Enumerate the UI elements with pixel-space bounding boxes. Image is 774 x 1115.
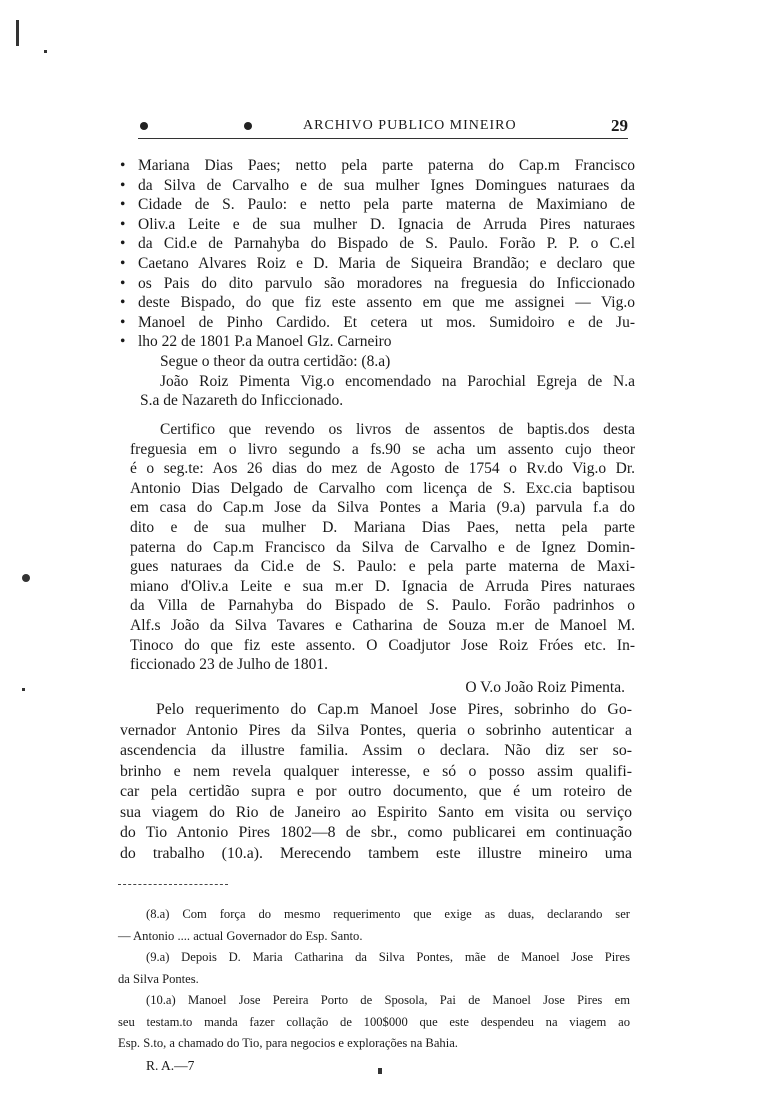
text-line: • Mariana Dias Paes; netto pela parte paterna do Cap.m Francisco	[120, 157, 635, 174]
paragraph-baptism-record-1	[120, 156, 635, 352]
footnote-line: (8.a) Com força do mesmo requerimento que exige as duas, declarando ser	[146, 907, 630, 921]
page-bottom-mark	[378, 1068, 382, 1074]
text-line: • Caetano Alvares Roiz e D. Maria de Siqueira Brandão; e declaro que	[120, 254, 635, 272]
margin-mark	[16, 20, 19, 46]
page-header	[138, 116, 628, 139]
paragraph-commentary	[120, 700, 632, 864]
text-line: do Tio Antonio Pires 1802—8 de sbr., como publicarei em continuação	[120, 824, 632, 841]
text-line: Certifico que revendo os livros de assentos de baptis.dos desta	[160, 421, 635, 438]
text-line: • Oliv.a Leite e de sua mulher D. Ignacia de Arruda Pires naturaes	[120, 215, 635, 233]
text-line: sua viagem do Rio de Janeiro ao Espirito Santo em visita ou serviço	[120, 803, 632, 821]
text-line: • Cidade de S. Paulo: e netto pela parte materna de Maximiano de	[120, 196, 635, 214]
running-title: ARCHIVO PUBLICO MINEIRO	[303, 118, 517, 133]
text-line: • da Silva de Carvalho e de sua mulher Ignes Domingues naturaes da	[120, 176, 635, 194]
margin-mark	[44, 50, 47, 53]
paragraph-certificate-heading	[140, 352, 635, 411]
text-line: freguesia em o livro segundo a fs.90 se acha um assento cujo theor	[130, 440, 635, 458]
text-line: Alf.s João da Silva Tavares e Catharina de Souza m.er de Manoel M.	[130, 616, 635, 634]
footnote-line: — Antonio .... actual Governador do Esp. Santo.	[118, 928, 363, 943]
header-ornament	[244, 122, 252, 130]
footnote-separator	[118, 884, 228, 885]
text-line: • da Cid.e de Parnahyba do Bispado de S. Paulo. Forão P. P. o C.el	[120, 235, 635, 253]
signature-mark: R. A.—7	[146, 1057, 195, 1073]
text-line: João Roiz Pimenta Vig.o encomendado na Parochial Egreja de N.a	[160, 372, 635, 390]
text-line: ascendencia da illustre familia. Assim o declara. Não diz ser so-	[120, 742, 632, 759]
text-line: dito e de sua mulher D. Mariana Dias Paes, netta pela parte	[130, 518, 635, 536]
text-line: brinho e nem revela qualquer interesse, e só o posso assim qualifi-	[120, 762, 632, 780]
text-line: vernador Antonio Pires da Silva Pontes, queria o sobrinho autenticar a	[120, 721, 632, 739]
signature-line	[130, 678, 635, 698]
margin-mark	[22, 688, 25, 691]
text-line: ficcionado 23 de Julho de 1801.	[130, 656, 329, 674]
footnote-line: (9.a) Depois D. Maria Catharina da Silva Pontes, mãe de Manoel Jose Pires	[146, 950, 630, 964]
footnotes	[118, 904, 630, 1076]
signature-vicar: O V.o João Roiz Pimenta.	[465, 679, 625, 696]
text-line: é o seg.te: Aos 26 dias do mez de Agosto de 1754 o Rv.do Vig.o Dr.	[130, 460, 635, 478]
margin-mark	[22, 574, 30, 582]
text-line: do trabalho (10.a). Merecendo tambem este illustre mineiro uma	[120, 844, 632, 862]
text-line: gues naturaes da Cid.e de S. Paulo: e pela parte materna de Maxi-	[130, 558, 635, 576]
text-line: Segue o theor da outra certidão: (8.a)	[160, 353, 391, 370]
text-line: Antonio Dias Delgado de Carvalho com licença de S. Exc.cia baptisou	[130, 479, 635, 497]
text-line: • Manoel de Pinho Cardido. Et cetera ut mos. Sumidoiro e de Ju-	[120, 313, 635, 331]
footnote-line: seu testam.to manda fazer collação de 100$000 que este despendeu na viagem ao	[118, 1014, 630, 1029]
text-line: • deste Bispado, do que fiz este assento em que me assignei — Vig.o	[120, 294, 635, 312]
text-line: Pelo requerimento do Cap.m Manoel Jose Pires, sobrinho do Go-	[156, 701, 632, 718]
text-line: car pela certidão supra e por outro documento, que é um roteiro de	[120, 783, 632, 800]
page-number: 29	[611, 116, 628, 135]
text-line: miano d'Oliv.a Leite e sua m.er D. Ignacia de Arruda Pires naturaes	[130, 577, 635, 595]
header-ornament	[140, 122, 148, 130]
footnote-line: da Silva Pontes.	[118, 971, 199, 986]
text-line: Tinoco do que fiz este assento. O Coadjutor Jose Roiz Fróes etc. In-	[130, 636, 635, 654]
text-line: • lho 22 de 1801 P.a Manoel Glz. Carneiro	[120, 333, 392, 351]
text-line: da Villa de Parnahyba do Bispado de S. Paulo. Forão padrinhos o	[130, 597, 635, 615]
text-line: • os Pais do dito parvulo são moradores na freguesia do Inficcionado	[120, 274, 635, 292]
footnote-line: Esp. S.to, a chamado do Tio, para negocios e explorações na Bahia.	[118, 1036, 458, 1050]
text-line: S.a de Nazareth do Inficcionado.	[140, 392, 344, 410]
paragraph-baptism-record-2	[130, 420, 635, 675]
footnote-line: (10.a) Manoel Jose Pereira Porto de Sposola, Pai de Manoel Jose Pires em	[146, 993, 630, 1007]
text-line: em casa do Cap.m Jose da Silva Pontes a Maria (9.a) parvula f.a do	[130, 499, 635, 517]
text-line: paterna do Cap.m Francisco da Silva de Carvalho e de Ignez Domin-	[130, 538, 635, 556]
